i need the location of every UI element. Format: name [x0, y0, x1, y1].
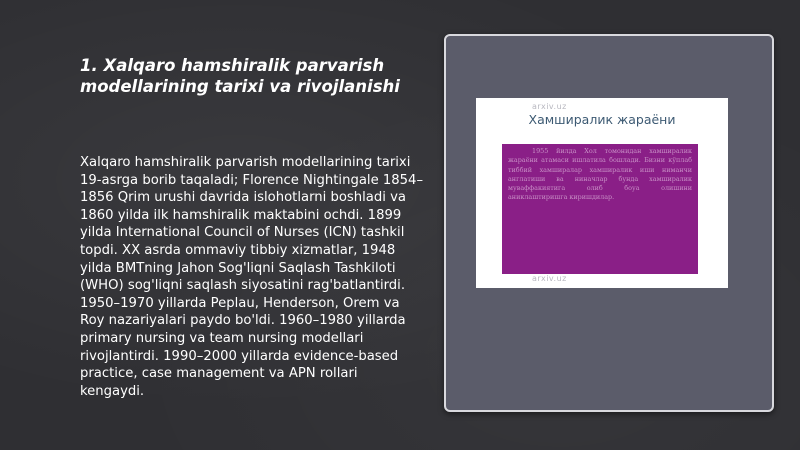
slide-title: 1. Xalqaro hamshiralik parvarish modellarining tarixi va rivojlanishi [80, 56, 400, 96]
embedded-slide-heading: Хамширалик жараёни [528, 112, 676, 127]
embedded-text-box [502, 144, 698, 274]
embedded-text: 1955 йилда Хол томонидан хамширалик жараёни атамаси ишлатила бошлади. Бизни кўплаб тиббий хамширалар хамширалик иши ниманчи англатиши ва ниначлар бунда хамширалик муваффакиятига олиб боуа олишини аниклаштиришга киришдилар. [508, 147, 692, 202]
embedded-slide-image [476, 98, 728, 288]
image-panel [444, 34, 774, 412]
watermark-bottom: arxiv.uz [532, 274, 567, 283]
slide-body-text: Xalqaro hamshiralik parvarish modellarining tarixi 19-asrga borib taqaladi; Florence Nightingale 1854–1856 Qrim urushi davrida islohotlarni boshladi va 1860 yilda ilk hamshiralik maktabini ochdi. 1899 yilda International Council of Nurses (ICN) tashkil topdi. XX asrda ommaviy tibbiy xizmatlar, 1948 yilda BMTning Jahon Sog'liqni Saqlash Tashkiloti (WHO) sog'liqni saqlash siyosatini rag'batlantirdi. 1950–1970 yillarda Peplau, Henderson, Orem va Roy nazariyalari paydo bo'ldi. 1960–1980 yillarda primary nursing va team nursing modellari rivojlantirdi. 1990–2000 yillarda evidence-based practice, case management va APN rollari kengaydi. [80, 155, 424, 399]
watermark-top: arxiv.uz [532, 102, 567, 111]
